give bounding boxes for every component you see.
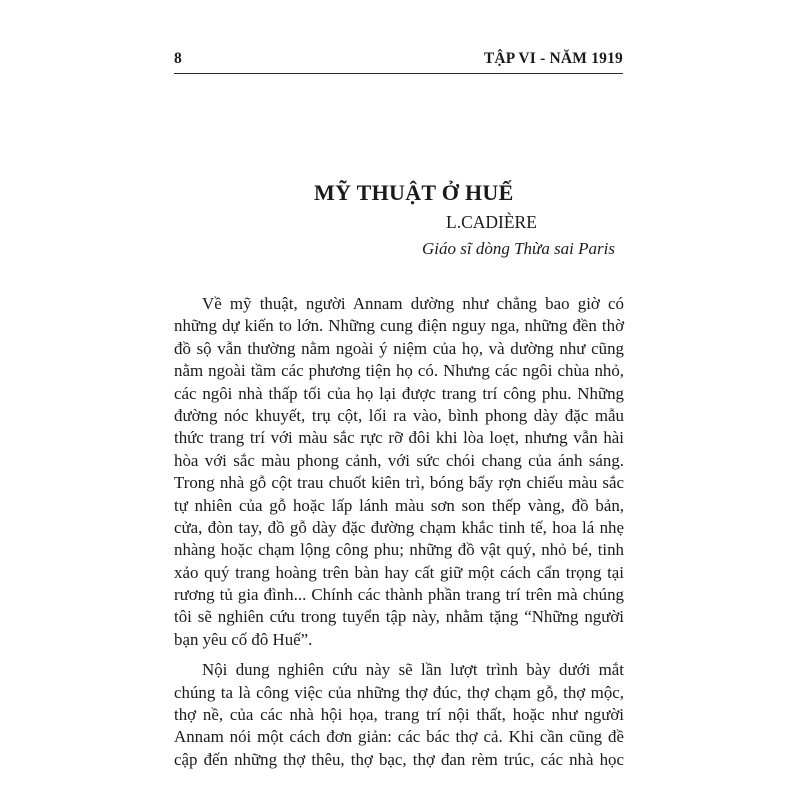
text-line: hòa với sắc màu phong cảnh, với sức chói chang của ánh sáng. bbox=[174, 450, 624, 470]
text-line: cập đến những thợ thêu, thợ bạc, thợ đan rèm trúc, các nhà học bbox=[174, 749, 624, 769]
text-line: rương tủ gia đình... Chính các thành phần trang trí trên mà chúng bbox=[174, 585, 624, 605]
text-line: tự nhiên của gỗ hoặc lấp lánh màu sơn son thếp vàng, đồ bản, bbox=[174, 495, 624, 515]
article-author: L.CADIÈRE bbox=[446, 212, 537, 232]
text-line: các ngôi nhà thấp tối của họ lại được trang trí công phu. Những bbox=[174, 383, 624, 403]
text-line: Annam nói một cách đơn giản: các bác thợ cả. Khi cần cũng đề bbox=[174, 727, 624, 747]
page-number: 8 bbox=[174, 50, 182, 67]
running-header bbox=[174, 44, 623, 74]
text-line: cửa, đòn tay, đồ gỗ dày đặc đường chạm khắc tinh tế, hoa lá nhẹ bbox=[174, 517, 624, 537]
text-line: thợ nề, của các nhà hội họa, trang trí nội thất, hoặc như người bbox=[174, 705, 624, 725]
text-line: thức trang trí với màu sắc rực rỡ đôi khi lòa loẹt, nhưng vẫn hài bbox=[174, 428, 624, 448]
text-line: Về mỹ thuật, người Annam dường như chẳng bao giờ có bbox=[202, 294, 624, 313]
paragraph bbox=[174, 659, 624, 771]
text-line: Nội dung nghiên cứu này sẽ lần lượt trình bày dưới mắt bbox=[202, 660, 624, 680]
text-line: tôi sẽ nghiên cứu trong tuyển tập này, nhằm tặng “Những người bbox=[174, 607, 624, 627]
text-line: xảo quý trang hoàng trên bàn hay cất giữ một cách cẩn trọng tại bbox=[174, 562, 624, 582]
paragraph bbox=[174, 293, 624, 651]
author-affiliation: Giáo sĩ dòng Thừa sai Paris bbox=[422, 239, 615, 258]
text-line: nằm ngoài tầm các phương tiện họ có. Nhưng các ngôi chùa nhỏ, bbox=[174, 361, 624, 381]
text-line: đường nóc khuyết, trụ cột, lối ra vào, bình phong dày đặc mẫu bbox=[174, 405, 624, 425]
text-line: nhàng hoặc chạm lộng công phu; những đồ vật quý, nhỏ bé, tinh bbox=[174, 540, 624, 560]
text-line: Trong nhà gỗ cột trau chuốt kiên trì, bóng bẩy rợn chiếu màu sắc bbox=[174, 473, 624, 493]
article-body bbox=[174, 293, 624, 771]
text-line: chúng ta là công việc của những thợ đúc, thợ chạm gỗ, thợ mộc, bbox=[174, 682, 624, 702]
header-rule bbox=[174, 73, 623, 74]
paragraph-gap bbox=[174, 651, 624, 659]
text-line: đồ sộ vẫn thường nằm ngoài ý niệm của họ, và dường như cũng bbox=[174, 338, 624, 358]
running-title: TẬP VI - NĂM 1919 bbox=[483, 50, 623, 67]
article-title: MỸ THUẬT Ở HUẾ bbox=[314, 180, 514, 205]
text-line: bạn yêu cố đô Huế”. bbox=[174, 629, 313, 649]
text-line: những dự kiến to lớn. Những cung điện nguy nga, những đền thờ bbox=[174, 316, 624, 336]
